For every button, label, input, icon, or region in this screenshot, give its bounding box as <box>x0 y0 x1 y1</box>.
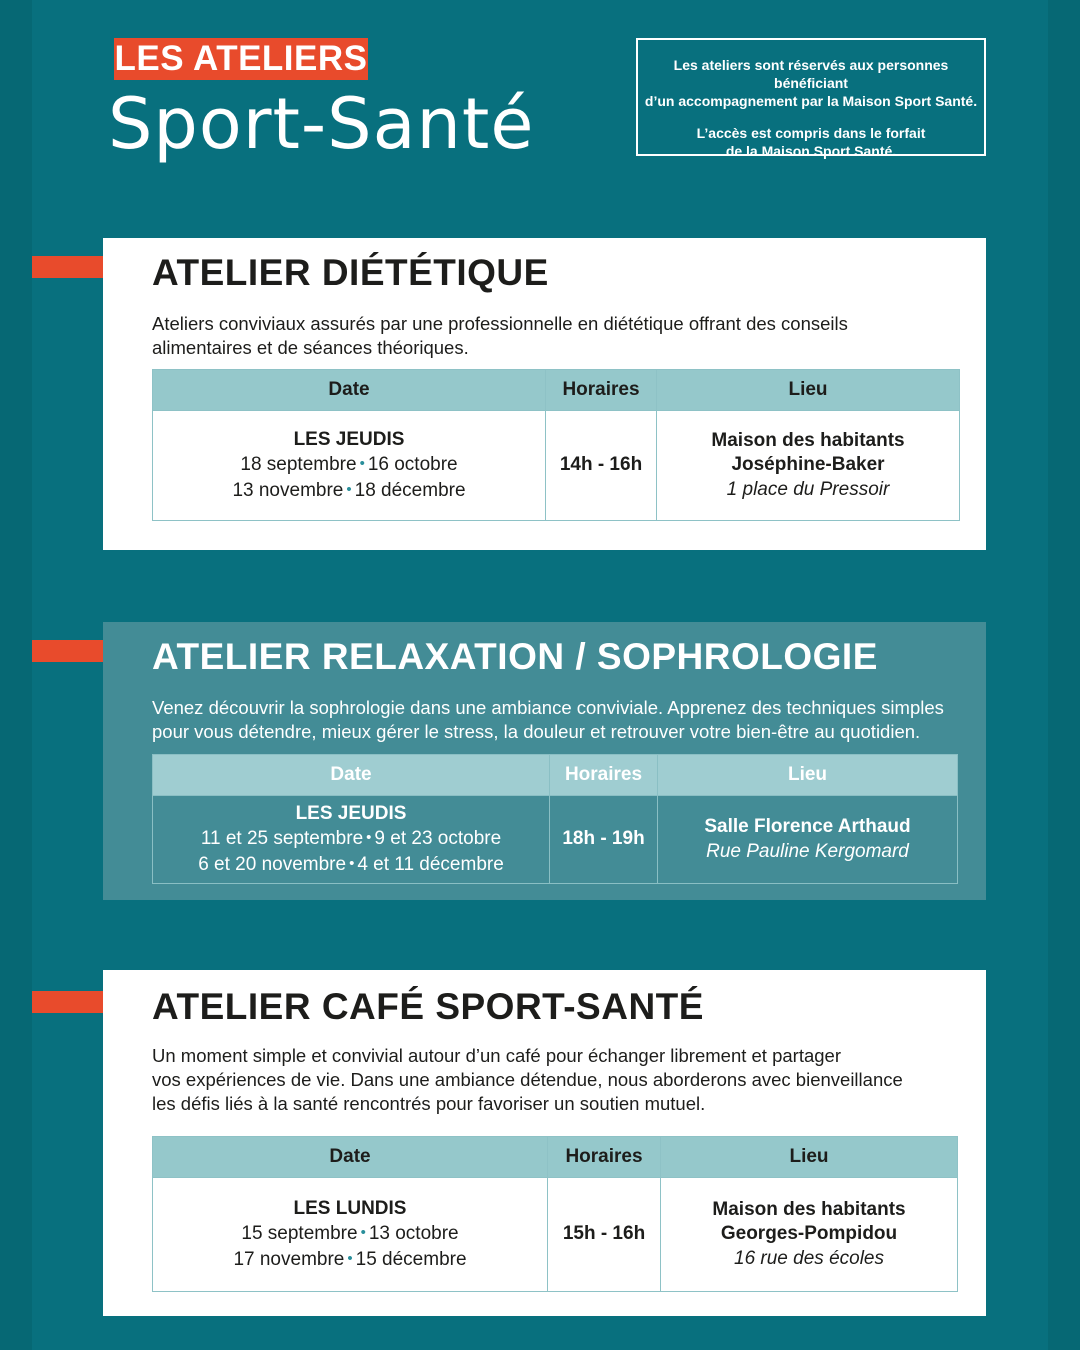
place-address: 1 place du Pressoir <box>726 478 890 500</box>
section-cafe-sport-sante <box>103 970 986 1316</box>
place-address: Rue Pauline Kergomard <box>706 840 909 862</box>
column-header-hours: Horaires <box>548 1137 661 1178</box>
date-cell <box>153 411 546 521</box>
bullet-separator: • <box>360 1224 366 1242</box>
description-line: alimentaires et de séances théoriques. <box>152 337 469 358</box>
place-name: Maison des habitants <box>712 1198 906 1220</box>
bullet-separator: • <box>359 455 365 473</box>
hours-cell: 15h - 16h <box>548 1178 661 1292</box>
notice-line: Les ateliers sont réservés aux personnes bénéficiant <box>673 57 949 91</box>
section-title: ATELIER RELAXATION / SOPHROLOGIE <box>152 636 878 677</box>
date-text: 9 et 23 octobre <box>374 828 502 850</box>
day-label: LES JEUDIS <box>293 428 405 450</box>
table-header-row <box>153 370 960 411</box>
date-text: 4 et 11 décembre <box>357 853 504 875</box>
hours-cell: 18h - 19h <box>550 796 658 884</box>
date-text: 18 décembre <box>354 479 466 501</box>
table-row <box>153 411 960 521</box>
day-label: LES JEUDIS <box>295 802 407 824</box>
date-cell <box>153 1178 548 1292</box>
schedule-table <box>152 754 958 884</box>
column-header-date: Date <box>153 1137 548 1178</box>
header-badge: LES ATELIERS <box>114 39 368 78</box>
description-line: vos expériences de vie. Dans une ambiance détendue, nous aborderons avec bienveillance <box>152 1069 903 1090</box>
place-name: Joséphine-Baker <box>731 454 885 476</box>
place-name: Georges-Pompidou <box>720 1223 898 1245</box>
description-line: Venez découvrir la sophrologie dans une ambiance conviviale. Apprenez des techniques simples <box>152 697 944 718</box>
date-text: 13 octobre <box>368 1223 459 1245</box>
schedule-table <box>152 1136 958 1292</box>
section-description <box>152 696 986 744</box>
table-header-row <box>153 1137 958 1178</box>
description-line: pour vous détendre, mieux gérer le stress, la douleur et retrouver votre bien-être au quotidien. <box>152 721 921 742</box>
place-cell <box>658 796 958 884</box>
section-title: ATELIER DIÉTÉTIQUE <box>152 252 549 293</box>
table-row <box>153 796 958 884</box>
bullet-separator: • <box>366 829 372 847</box>
column-header-place: Lieu <box>661 1137 958 1178</box>
date-text: 6 et 20 novembre <box>198 853 347 875</box>
bullet-separator: • <box>349 854 355 872</box>
date-text: 17 novembre <box>233 1248 345 1270</box>
schedule-table <box>152 369 960 521</box>
notice-line: d’un accompagnement par la Maison Sport Santé. <box>644 93 978 109</box>
description-line: Un moment simple et convivial autour d’un café pour échanger librement et partager <box>152 1045 841 1066</box>
notice-line: de la Maison Sport Santé. <box>725 143 897 159</box>
date-text: 18 septembre <box>240 454 357 476</box>
description-line: Ateliers conviviaux assurés par une professionnelle en diététique offrant des conseils <box>152 313 848 334</box>
page-title: Sport-Santé <box>108 83 535 165</box>
column-header-place: Lieu <box>657 370 960 411</box>
date-text: 15 décembre <box>355 1248 467 1270</box>
section-title: ATELIER CAFÉ SPORT-SANTÉ <box>152 986 704 1027</box>
date-cell <box>153 796 550 884</box>
date-text: 16 octobre <box>367 454 458 476</box>
section-description <box>152 1044 986 1116</box>
place-cell <box>657 411 960 521</box>
date-text: 11 et 25 septembre <box>200 828 364 850</box>
table-row <box>153 1178 958 1292</box>
place-name: Salle Florence Arthaud <box>704 816 911 837</box>
column-header-place: Lieu <box>658 755 958 796</box>
bullet-separator: • <box>346 480 352 498</box>
left-edge-strip <box>0 0 32 1350</box>
notice-line: L’accès est compris dans le forfait <box>696 125 926 141</box>
section-dietetique <box>103 238 986 550</box>
column-header-date: Date <box>153 370 546 411</box>
section-relaxation <box>103 622 986 900</box>
description-line: les défis liés à la santé rencontrés pour favoriser un soutien mutuel. <box>152 1093 706 1114</box>
date-text: 15 septembre <box>241 1223 358 1245</box>
place-cell <box>661 1178 958 1292</box>
column-header-hours: Horaires <box>550 755 658 796</box>
day-label: LES LUNDIS <box>293 1197 407 1219</box>
section-description <box>152 312 986 360</box>
place-address: 16 rue des écoles <box>734 1247 884 1269</box>
table-header-row <box>153 755 958 796</box>
column-header-hours: Horaires <box>546 370 657 411</box>
access-notice-box <box>636 38 986 159</box>
column-header-date: Date <box>153 755 550 796</box>
date-text: 13 novembre <box>232 479 344 501</box>
right-edge-strip <box>1048 0 1080 1350</box>
bullet-separator: • <box>347 1249 353 1267</box>
hours-cell: 14h - 16h <box>546 411 657 521</box>
place-name: Maison des habitants <box>711 429 905 451</box>
